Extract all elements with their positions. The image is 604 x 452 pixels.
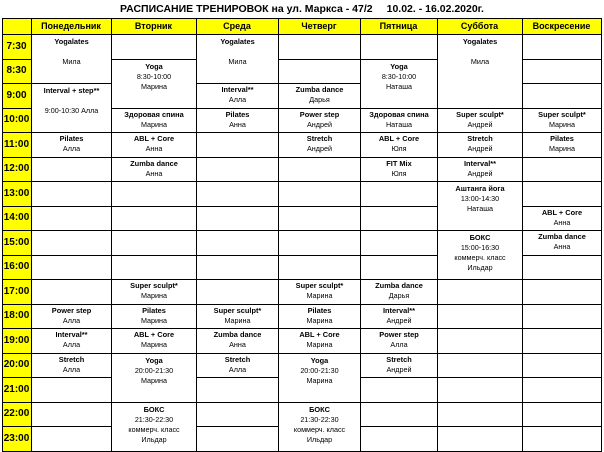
grid-line [31,426,112,427]
class-name: Yoga [310,355,329,365]
grid-line [522,377,602,378]
class-detail: Андрей [467,119,493,129]
class-detail: Наташа [466,204,493,213]
class-cell [361,280,437,304]
class-detail: 21:30-22:30 [300,414,339,424]
class-cell [32,133,111,157]
time-cell: 11:00 [2,132,31,157]
class-detail: 20:00-21:30 [300,365,339,375]
grid-line [437,304,523,305]
class-name: Здоровая спина [369,109,429,119]
time-cell: 9:00 [2,83,31,108]
class-name: Super sculpt* [213,305,262,315]
class-detail: Андрей [307,119,332,129]
class-cell [32,329,111,353]
class-cell [361,354,437,378]
class-cell [279,305,360,329]
grid-line [437,279,523,280]
class-detail: Марина [306,375,333,385]
time-cell: 16:00 [2,255,31,280]
grid-line [2,132,31,133]
class-detail: Андрей [386,315,412,325]
class-detail: Анна [145,168,163,178]
grid-line [31,206,112,207]
grid-line [196,255,279,256]
class-name: Zumba dance [295,85,344,94]
class-name: ABL + Core [378,134,420,143]
class-name: Yoga [145,355,163,365]
class-detail: Марина [140,375,168,385]
class-detail: Марина [140,81,168,91]
grid-line [360,255,438,256]
grid-line [2,230,31,231]
class-detail: Андрей [307,144,332,153]
grid-line [522,83,602,84]
grid-line [31,230,112,231]
time-cell: 19:00 [2,328,31,353]
class-name: Power step [51,305,92,315]
class-cell [523,133,601,157]
grid-line [196,279,279,280]
grid-line [278,230,361,231]
class-name: Stretch [224,354,251,364]
class-detail: 20:00-21:30 [134,365,174,375]
class-detail: Наташа [385,81,412,91]
class-name: Pilates [142,305,166,315]
class-cell [279,403,360,451]
class-name: Zumba dance [538,232,586,241]
class-name: Yogalates [220,37,255,46]
class-detail: Андрей [467,168,493,178]
class-cell [361,329,437,353]
day-header: Пятница [360,18,437,34]
class-cell [197,329,278,353]
grid-line [278,59,361,60]
class-name: Interval** [55,330,88,339]
day-header: Понедельник [31,18,111,34]
grid-line [2,402,31,403]
class-detail: Ильдар [141,434,167,444]
grid-line [601,18,602,451]
time-cell: 15:00 [2,230,31,255]
class-detail: 15:00-16:30 [460,243,500,252]
class-detail: Алла [62,340,81,349]
grid-line [360,230,438,231]
class-detail: Ильдар [467,263,493,272]
grid-line [522,181,602,182]
class-cell [32,84,111,132]
grid-line [111,206,197,207]
class-name: Super sculpt* [456,109,504,119]
class-detail: Алла [62,315,81,325]
grid-line [196,132,279,133]
class-detail: Мила [228,57,247,66]
grid-line [2,304,31,305]
grid-line [360,426,438,427]
grid-line [522,304,602,305]
class-name: Pilates [307,305,332,315]
grid-line [2,59,31,60]
grid-line [360,181,438,182]
grid-line [196,426,279,427]
grid-line [437,377,523,378]
class-name: Stretch [306,134,333,143]
class-cell [279,109,360,133]
class-name: Interval** [463,158,497,168]
class-detail: 8:30-10:00 [136,71,172,81]
class-name: Yogalates [54,37,89,46]
grid-line [522,59,602,60]
day-header: Четверг [278,18,360,34]
class-detail: 9:00-10:30 Алла [44,106,99,115]
class-detail: Марина [140,315,168,325]
class-cell [438,231,522,279]
class-detail: Наташа [385,119,412,129]
class-name: Super sculpt* [130,281,178,290]
grid-line [2,108,31,109]
class-detail: коммерч. класс [128,424,180,434]
grid-line [522,328,602,329]
class-name: Здоровая спина [124,109,184,119]
class-cell [32,354,111,378]
class-detail: Дарья [388,291,410,300]
class-cell [279,280,360,304]
class-cell [523,109,601,133]
class-detail: Марина [306,315,333,325]
time-cell: 21:00 [2,377,31,402]
grid-line [2,426,31,427]
class-detail [32,47,111,57]
class-cell [197,109,278,133]
grid-line [2,157,31,158]
grid-line [360,377,438,378]
grid-line [111,181,197,182]
class-cell [112,305,196,329]
time-cell: 23:00 [2,426,31,451]
grid-line [2,353,31,354]
class-detail: 8:30-10:00 [381,71,417,81]
day-header: Среда [196,18,278,34]
class-name: ABL + Core [541,207,583,217]
grid-line [196,157,279,158]
class-cell [361,60,437,108]
class-name: Interval + step** [43,86,100,95]
class-name: Super sculpt* [538,109,586,119]
grid-line [2,328,31,329]
class-cell [112,109,196,133]
class-name: БОКС [143,404,165,414]
class-detail: Анна [145,144,163,153]
time-cell: 14:00 [2,206,31,231]
class-detail: Ильдар [306,434,333,444]
time-cell: 18:00 [2,304,31,329]
class-cell [32,35,111,83]
grid-line [2,255,31,256]
grid-line [2,279,31,280]
day-header: Воскресение [522,18,601,34]
class-name: ABL + Core [299,330,340,339]
class-name: Pilates [59,134,84,143]
time-cell: 12:00 [2,157,31,182]
grid-line [111,230,197,231]
grid-line [522,353,602,354]
class-detail: Мила [62,57,81,66]
grid-line [437,353,523,354]
class-name: Yoga [390,61,408,71]
class-cell [361,158,437,182]
time-cell: 17:00 [2,279,31,304]
grid-line [31,377,112,378]
class-detail: Андрей [386,364,412,374]
class-name: ABL + Core [133,134,175,143]
class-detail: Алла [228,95,247,104]
class-name: Yoga [145,61,163,71]
class-name: Stretch [386,354,412,364]
grid-line [437,402,523,403]
grid-line [437,328,523,329]
grid-line [196,377,279,378]
grid-line [278,181,361,182]
class-name: Interval** [221,85,254,94]
class-cell [361,305,437,329]
grid-line [360,206,438,207]
grid-line [2,377,31,378]
class-detail: Марина [224,315,251,325]
class-detail: Марина [140,340,168,349]
class-cell [197,35,278,83]
grid-line [522,402,602,403]
class-detail [197,47,278,57]
grid-line [437,426,523,427]
class-cell [279,133,360,157]
day-header: Вторник [111,18,196,34]
class-detail: Алла [62,364,81,374]
class-cell [197,354,278,378]
class-cell [523,207,601,231]
grid-line [31,279,112,280]
class-detail: 21:30-22:30 [134,414,174,424]
class-cell [438,133,522,157]
class-detail: 13:00-14:30 [460,194,500,203]
class-detail [438,47,522,57]
class-detail: коммерч. класс [293,424,346,434]
grid-line [31,181,112,182]
class-name: Zumba dance [375,281,423,290]
class-cell [279,354,360,402]
class-name: Power step [299,109,340,119]
class-name: Аштанга йога [455,184,505,193]
class-name: Zumba dance [213,330,262,339]
class-cell [438,182,522,230]
class-detail: Марина [306,291,333,300]
class-detail: Анна [553,242,571,251]
class-cell [279,329,360,353]
class-detail: Марина [140,291,168,300]
class-detail [32,96,111,106]
class-cell [112,329,196,353]
class-cell [32,305,111,329]
grid-line [278,157,361,158]
class-detail: Анна [553,217,571,227]
class-detail: Мила [470,57,490,66]
class-cell [112,403,196,451]
title-dates: 10.02. - 16.02.2020г. [386,3,484,15]
grid-line [2,18,602,19]
grid-line [522,157,602,158]
class-name: ABL + Core [133,330,175,339]
time-cell: 13:00 [2,181,31,206]
grid-line [111,255,197,256]
class-cell [197,305,278,329]
grid-line [360,402,438,403]
grid-line [2,181,31,182]
class-name: Stretch [467,134,493,143]
grid-line [2,206,31,207]
class-detail: Марина [306,340,333,349]
class-detail: Алла [228,364,247,374]
title-main: РАСПИСАНИЕ ТРЕНИРОВОК на ул. Маркса - 47/2 [120,3,373,15]
time-cell: 10:00 [2,108,31,133]
class-name: Interval** [382,305,416,315]
class-name: БОКС [309,404,330,414]
time-cell: 7:30 [2,34,31,59]
class-detail: Анна [229,340,246,349]
grid-line [31,255,112,256]
class-detail: Андрей [467,144,493,153]
grid-line [522,255,602,256]
time-cell: 20:00 [2,353,31,378]
class-detail: Марина [548,144,576,153]
class-cell [523,231,601,255]
time-cell: 22:00 [2,402,31,427]
class-cell [438,35,522,108]
class-detail: Алла [62,144,81,153]
class-cell [438,109,522,133]
class-name: БОКС [469,233,491,242]
class-name: Yogalates [462,37,498,46]
class-name: Pilates [550,134,574,143]
class-detail: Марина [140,119,168,129]
grid-line [196,181,279,182]
class-cell [361,109,437,133]
grid-line [278,206,361,207]
class-cell [112,60,196,108]
grid-line [31,402,112,403]
grid-line [196,206,279,207]
class-detail: коммерч. класс [454,253,506,262]
grid-line [2,18,3,451]
class-cell [112,158,196,182]
grid-line [522,426,602,427]
grid-line [196,230,279,231]
grid-line [2,83,31,84]
class-name: FIT Mix [386,158,412,168]
class-name: Stretch [58,354,85,364]
class-name: Super sculpt* [295,281,344,290]
grid-line [196,402,279,403]
class-cell [112,354,196,402]
class-detail: Марина [548,119,576,129]
class-cell [197,84,278,108]
class-name: Zumba dance [130,158,178,168]
class-detail: Дарья [309,95,330,104]
class-cell [361,133,437,157]
class-name: Power step [379,330,419,339]
day-header: Суббота [437,18,522,34]
header-corner [2,18,31,34]
grid-line [31,157,112,158]
class-cell [112,133,196,157]
grid-line [522,279,602,280]
class-detail: Юля [391,168,407,178]
time-cell: 8:30 [2,59,31,84]
class-cell [438,158,522,182]
grid-line [278,255,361,256]
class-detail: Юля [391,144,407,153]
class-name: Pilates [225,109,250,119]
class-detail: Алла [390,340,408,349]
class-cell [112,280,196,304]
class-cell [279,84,360,108]
class-detail: Анна [229,119,246,129]
